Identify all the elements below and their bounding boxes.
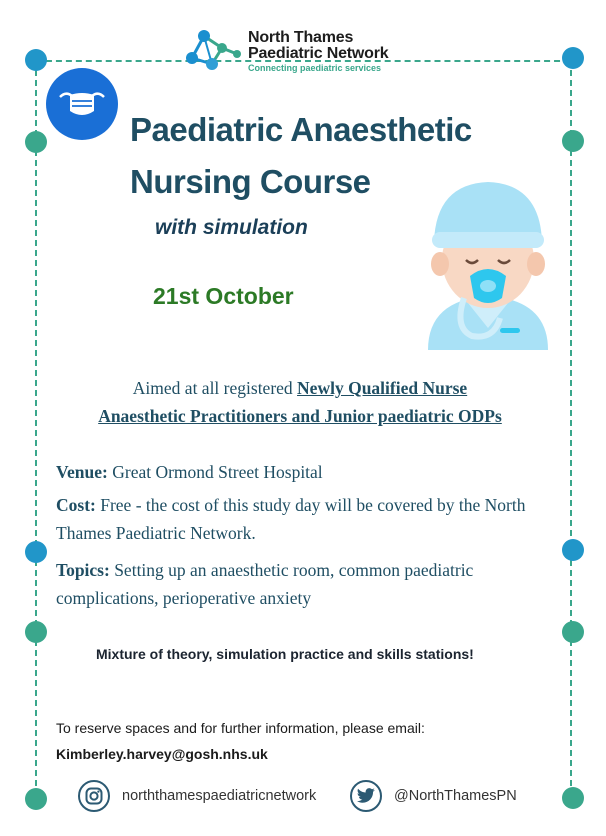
audience-prefix: Aimed at all registered	[132, 378, 293, 398]
topics-value: Setting up an anaesthetic room, common paediatric complications, perioperative anxiety	[56, 560, 474, 608]
audience-highlight-line1: Newly Qualified Nurse	[297, 378, 468, 398]
cost-value: Free - the cost of this study day will be covered by the North Thames Paediatric Network.	[56, 495, 526, 543]
network-nodes-icon	[182, 28, 244, 74]
frame-dot	[25, 788, 47, 810]
child-oxygen-mask-icon	[414, 178, 562, 350]
course-tagline: Mixture of theory, simulation practice and skills stations!	[96, 646, 474, 662]
topics-label: Topics:	[56, 560, 110, 580]
title-line2: Nursing Course	[130, 163, 371, 200]
subtitle: with simulation	[155, 216, 308, 239]
frame-dot	[562, 621, 584, 643]
frame-dot	[25, 621, 47, 643]
reserve-text: To reserve spaces and for further information, please email:	[56, 720, 425, 736]
frame-right-line	[570, 60, 572, 806]
instagram-icon	[78, 780, 110, 812]
logo-title-line1: North Thames	[248, 28, 354, 46]
frame-left-line	[35, 60, 37, 806]
frame-dot	[562, 787, 584, 809]
title-line1: Paediatric Anaesthetic	[130, 111, 472, 148]
twitter-link[interactable]	[350, 780, 517, 812]
audience-highlight-line2: Anaesthetic Practitioners and Junior paediatric ODPs	[98, 406, 502, 426]
venue-row	[56, 458, 566, 486]
instagram-link[interactable]	[78, 780, 316, 812]
instagram-handle: norththamespaediatricnetwork	[122, 788, 317, 804]
frame-dot	[25, 131, 47, 153]
network-logo	[182, 28, 388, 74]
frame-dot	[25, 49, 47, 71]
venue-value: Great Ormond Street Hospital	[112, 462, 323, 482]
course-date: 21st October	[153, 283, 294, 309]
twitter-icon	[350, 780, 382, 812]
frame-dot	[562, 47, 584, 69]
frame-dot	[25, 541, 47, 563]
logo-title-line2: Paediatric Network	[248, 44, 389, 62]
cost-label: Cost:	[56, 495, 96, 515]
logo-tagline: Connecting paediatric services	[248, 62, 382, 73]
topics-row	[56, 556, 566, 612]
contact-email-link[interactable]: Kimberley.harvey@gosh.nhs.uk	[56, 746, 268, 762]
mask-badge	[46, 68, 118, 140]
cost-row	[56, 491, 566, 547]
venue-label: Venue:	[56, 462, 108, 482]
twitter-handle: @NorthThamesPN	[394, 788, 517, 804]
frame-dot	[562, 130, 584, 152]
audience-statement	[60, 374, 540, 430]
face-mask-icon	[58, 89, 106, 119]
